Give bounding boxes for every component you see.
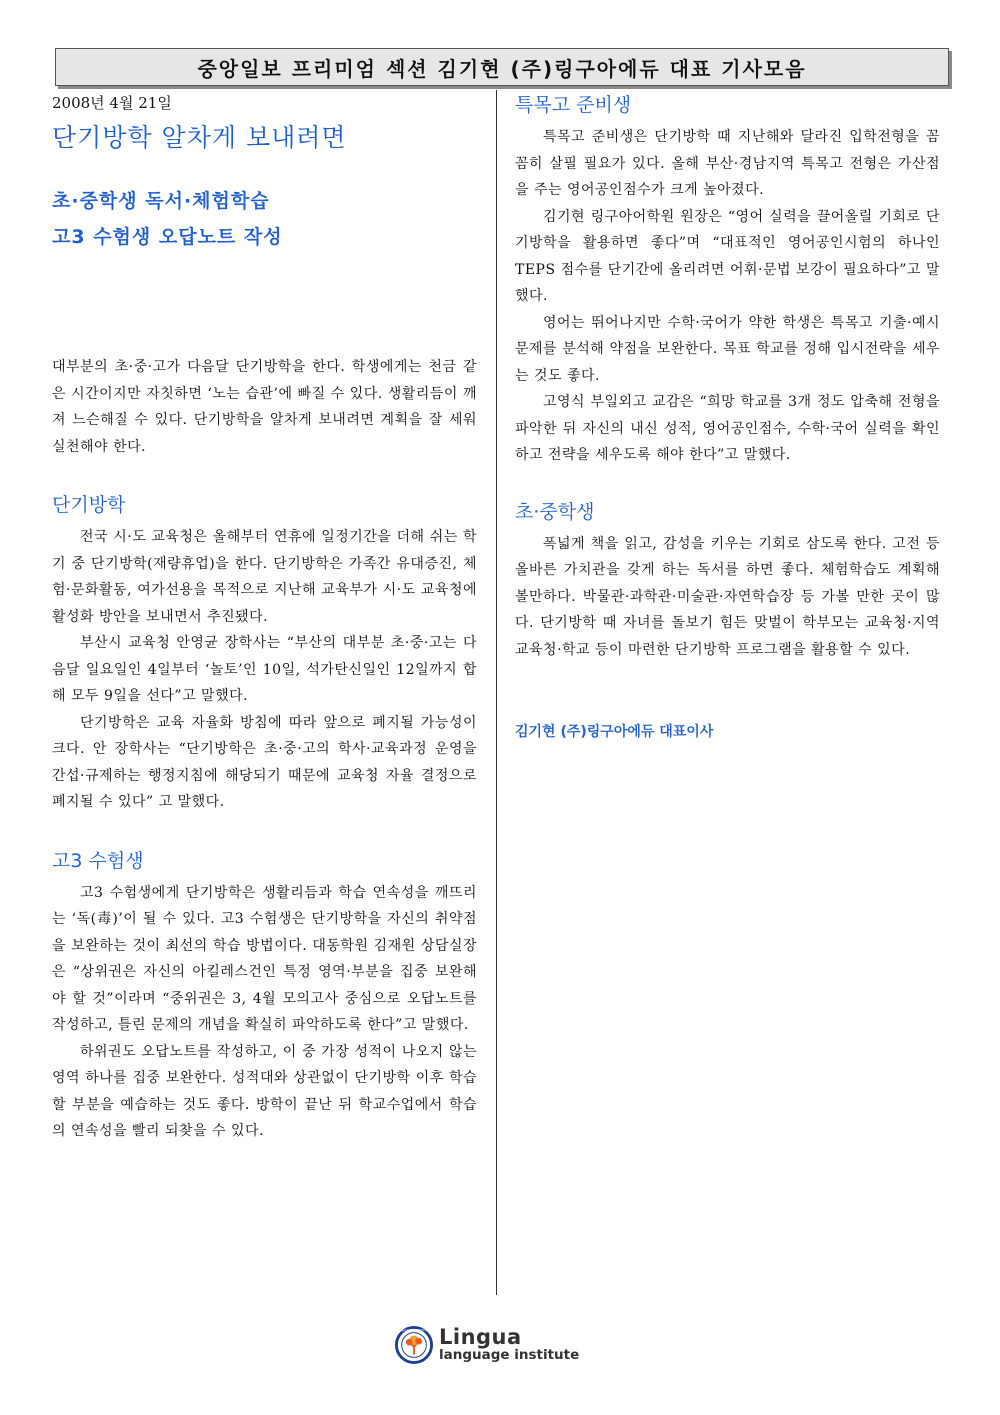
section-heading: 단기방학 xyxy=(52,494,126,516)
section-elementary-middle xyxy=(515,497,940,664)
article-subtitle: 고3 수험생 오답노트 작성 xyxy=(52,226,283,248)
logo-name: Lingua xyxy=(439,1325,522,1350)
paragraph: 영어는 뛰어나지만 수학·국어가 약한 학생은 특목고 기출·예시문제를 분석해 약점을 보완한다. 목표 학교를 정해 입시전략을 세우는 것도 좋다. xyxy=(515,314,940,384)
paragraph: 폭넓게 책을 읽고, 감성을 키우는 기회로 삼도록 한다. 고전 등 올바른 가치관을 갖게 하는 독서를 하면 좋다. 체험학습도 계획해 볼만하다. 박물관·과학관·미술관·자연학습장 등 가볼 만한 곳이 많다. 단기방학 때 자녀를 돌보기 힘든 맞벌이 학부모는 교육청·지역교육청·학교 등이 마련한 단기방학 프로그램을 활용할 수 있다. xyxy=(515,535,940,658)
author-byline: 김기현 (주)링구아에듀 대표이사 xyxy=(515,724,714,740)
paragraph: 고3 수험생에게 단기방학은 생활리듬과 학습 연속성을 깨뜨리는 ‘독(毒)’이 될 수 있다. 고3 수험생은 단기방학을 자신의 취약점을 보완하는 것이 최선의 학습 방법이다. 대동학원 김재원 상담실장은 “상위권은 자신의 아킬레스건인 특정 영역·부분을 집중 보완해야 할 것”이라며 “중위권은 3, 4월 모의고사 중심으로 오답노트를 작성하고, 틀린 문제의 개념을 확실히 파악하도록 한다”고 말했다. xyxy=(52,884,477,1033)
svg-text:LANGUAGE INSTITUTE: LANGUAGE INSTITUTE xyxy=(397,1328,431,1333)
paragraph: 단기방학은 교육 자율화 방침에 따라 앞으로 폐지될 가능성이 크다. 안 장학사는 “단기방학은 초·중·고의 학사·교육과정 운영을 간섭·규제하는 행정지침에 해당되기 때문에 교육청 자율 결정으로 폐지될 수 있다” 고 말했다. xyxy=(52,714,477,810)
right-column xyxy=(515,90,940,741)
article-title: 단기방학 알차게 보내려면 xyxy=(52,123,347,152)
paragraph: 하위권도 오답노트를 작성하고, 이 중 가장 성적이 나오지 않는 영역 하나를 집중 보완한다. 성적대와 상관없이 단기방학 이후 학습할 부분을 예습하는 것도 좋다. 방학이 끝난 뒤 학교수업에서 학습의 연속성을 빨리 되찾을 수 있다. xyxy=(52,1043,477,1139)
column-divider xyxy=(496,90,497,1295)
paragraph: 고영식 부일외고 교감은 “희망 학교를 3개 정도 압축해 전형을 파악한 뒤 자신의 내신 성적, 영어공인점수, 수학·국어 실력을 확인하고 전략을 세우도록 해야 한다”고 말했다. xyxy=(515,394,940,463)
lingua-tree-icon xyxy=(395,1326,433,1364)
intro-paragraph: 대부분의 초·중·고가 다음달 단기방학을 한다. 학생에게는 천금 같은 시간이지만 자칫하면 ‘노는 습관’에 빠질 수 있다. 생활리듬이 깨져 느슨해질 수 있다. 단기방학을 알차게 보내려면 계획을 잘 세워 실천해야 한다. xyxy=(52,359,477,455)
logo-subtitle: language institute xyxy=(439,1347,580,1364)
section-heading: 고3 수험생 xyxy=(52,849,144,872)
paragraph: 김기현 링구아어학원 원장은 “영어 실력을 끌어올릴 기회로 단기방학을 활용하면 좋다”며 “대표적인 영어공인시험의 하나인 TEPS 점수를 단기간에 올리려면 어휘·문법 보강이 필요하다”고 말했다. xyxy=(515,208,940,304)
lingua-logo xyxy=(395,1325,625,1365)
section-short-vacation xyxy=(52,490,477,816)
section-heading: 특목고 준비생 xyxy=(515,94,632,116)
paragraph: 전국 시·도 교육청은 올해부터 연휴에 일정기간을 더해 쉬는 학기 중 단기방학(재량휴업)을 한다. 단기방학은 가족간 유대증진, 체험·문화활동, 여가선용을 목적으로 지난해 교육부가 시·도 교육청에 활성화 방안을 보내면서 추진됐다. xyxy=(52,529,477,625)
paragraph: 특목고 준비생은 단기방학 때 지난해와 달라진 입학전형을 꼼꼼히 살필 필요가 있다. 올해 부산·경남지역 특목고 전형은 가산점을 주는 영어공인점수가 크게 높아졌다. xyxy=(515,129,940,198)
left-column xyxy=(52,90,477,1145)
section-senior-students xyxy=(52,846,477,1145)
logo-text xyxy=(439,1327,579,1363)
section-special-school-prep xyxy=(515,90,940,469)
article-subtitle: 초·중학생 독서·체험학습 xyxy=(52,190,270,212)
paragraph: 부산시 교육청 안영균 장학사는 “부산의 대부분 초·중·고는 다음달 일요일인 4일부터 ‘놀토’인 10일, 석가탄신일인 12일까지 합해 모두 9일을 선다”고 말했다. xyxy=(52,635,477,704)
section-heading: 초·중학생 xyxy=(515,500,595,523)
article-subtitles xyxy=(52,186,477,286)
article-date: 2008년 4월 21일 xyxy=(52,94,172,112)
page-banner: 중앙일보 프리미엄 섹션 김기현 (주)링구아에듀 대표 기사모음 xyxy=(55,48,949,86)
